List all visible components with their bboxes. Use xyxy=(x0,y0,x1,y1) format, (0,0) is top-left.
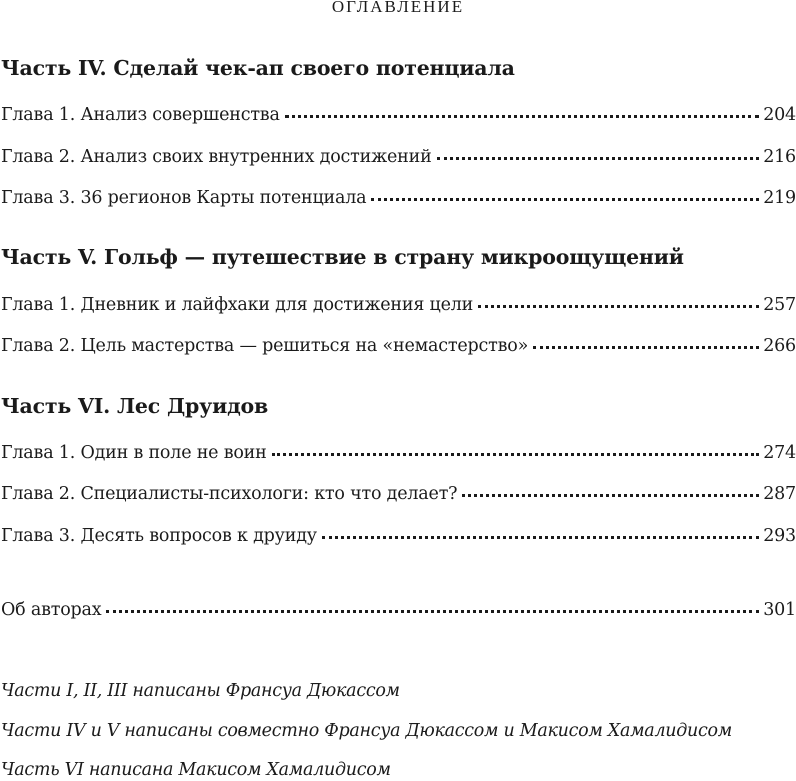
authorship-note: Часть VI написана Макисом Хамалидисом xyxy=(1,760,391,780)
authorship-note: Части IV и V написаны совместно Франсуа Дюкассом и Макисом Хамалидисом xyxy=(1,721,732,741)
part-title-vi: Часть VI. Лес Друидов xyxy=(1,394,269,418)
page-number: 216 xyxy=(763,147,796,167)
page-number: 204 xyxy=(763,105,796,125)
page-number: 287 xyxy=(763,484,796,504)
dot-leader xyxy=(106,610,759,613)
toc-entry[interactable] xyxy=(1,105,796,125)
toc-entry[interactable] xyxy=(1,443,796,463)
running-head: ОГЛАВЛЕНИЕ xyxy=(331,0,465,16)
toc-entry[interactable] xyxy=(1,295,796,315)
authorship-note: Части I, II, III написаны Франсуа Дюкассом xyxy=(1,681,400,701)
chapter-label: Глава 2. Цель мастерства — решиться на «немастерство» xyxy=(1,336,529,356)
chapter-label: Глава 2. Специалисты-психологи: кто что делает? xyxy=(1,484,458,504)
page-number: 257 xyxy=(763,295,796,315)
part-title-iv: Часть IV. Сделай чек-ап своего потенциала xyxy=(1,56,515,80)
part-title-v: Часть V. Гольф — путешествие в страну микроощущений xyxy=(1,245,684,269)
chapter-label: Глава 3. Десять вопросов к друиду xyxy=(1,526,317,546)
dot-leader xyxy=(437,157,760,160)
toc-entry-about[interactable] xyxy=(1,600,796,620)
page-number: 293 xyxy=(763,526,796,546)
dot-leader xyxy=(272,453,760,456)
page-number: 266 xyxy=(763,336,796,356)
dot-leader xyxy=(371,198,759,201)
dot-leader xyxy=(478,305,759,308)
page-number: 219 xyxy=(763,188,796,208)
page-number: 274 xyxy=(763,443,796,463)
dot-leader xyxy=(533,346,759,349)
toc-entry[interactable] xyxy=(1,188,796,208)
dot-leader xyxy=(322,536,759,539)
toc-entry[interactable] xyxy=(1,526,796,546)
dot-leader xyxy=(285,115,759,118)
chapter-label: Глава 3. 36 регионов Карты потенциала xyxy=(1,188,367,208)
page-number: 301 xyxy=(763,600,796,620)
about-label: Об авторах xyxy=(1,600,102,620)
chapter-label: Глава 1. Один в поле не воин xyxy=(1,443,267,463)
toc-entry[interactable] xyxy=(1,336,796,356)
dot-leader xyxy=(462,494,759,497)
chapter-label: Глава 1. Дневник и лайфхаки для достижения цели xyxy=(1,295,474,315)
chapter-label: Глава 2. Анализ своих внутренних достижений xyxy=(1,147,432,167)
toc-entry[interactable] xyxy=(1,484,796,504)
chapter-label: Глава 1. Анализ совершенства xyxy=(1,105,280,125)
toc-entry[interactable] xyxy=(1,147,796,167)
